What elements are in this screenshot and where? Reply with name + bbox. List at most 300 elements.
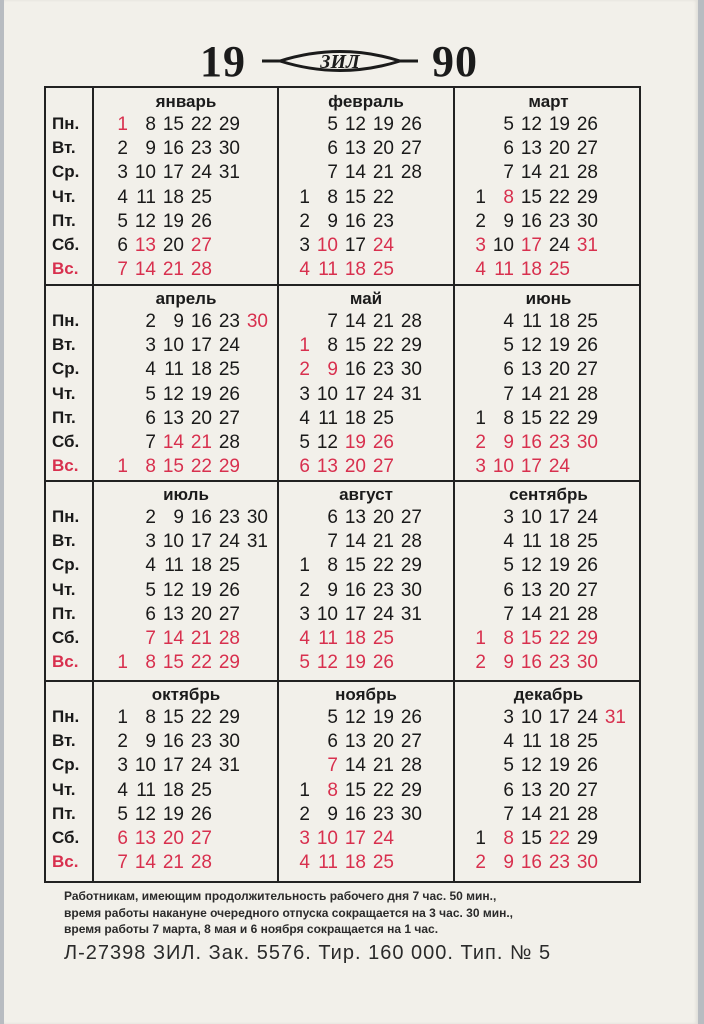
year-right: 90 bbox=[432, 37, 478, 86]
calendar-day: 4 bbox=[503, 531, 514, 553]
calendar-day: 17 bbox=[520, 235, 542, 256]
calendar-day: 15 bbox=[162, 114, 184, 135]
month-block bbox=[94, 285, 278, 481]
calendar-day: 13 bbox=[520, 579, 542, 601]
calendar-day: 28 bbox=[400, 162, 422, 184]
calendar-day: 9 bbox=[327, 210, 338, 232]
calendar-day: 15 bbox=[344, 779, 366, 801]
calendar-day: 22 bbox=[372, 335, 394, 357]
calendar-day: 22 bbox=[548, 186, 570, 208]
calendar-day: 2 bbox=[117, 731, 128, 753]
calendar-day: 3 bbox=[503, 507, 514, 528]
calendar-day: 31 bbox=[246, 531, 268, 553]
calendar-day: 16 bbox=[520, 432, 542, 453]
calendar-day: 19 bbox=[548, 755, 570, 777]
calendar-day: 1 bbox=[475, 186, 486, 208]
calendar-day: 14 bbox=[344, 311, 366, 332]
year-left: 19 bbox=[200, 37, 246, 86]
calendar-day: 17 bbox=[520, 456, 542, 478]
calendar-day: 25 bbox=[576, 731, 598, 753]
calendar-day: 11 bbox=[164, 359, 184, 381]
calendar-day: 13 bbox=[316, 456, 338, 478]
calendar-day: 31 bbox=[604, 707, 626, 728]
zil-logo-icon bbox=[262, 44, 418, 78]
calendar-day: 26 bbox=[372, 432, 394, 453]
calendar-day: 5 bbox=[327, 707, 338, 728]
calendar-day: 18 bbox=[190, 555, 212, 577]
note-line: Работникам, имеющим продолжительность рабочего дня 7 час. 50 мин., bbox=[64, 889, 497, 903]
calendar-day: 21 bbox=[162, 259, 184, 281]
calendar-day: 2 bbox=[475, 852, 486, 874]
calendar-day: 3 bbox=[145, 531, 156, 553]
calendar-day: 11 bbox=[136, 186, 156, 208]
weekday-label: Чт. bbox=[52, 186, 76, 206]
calendar-day: 26 bbox=[190, 210, 212, 232]
svg-text:ЗИЛ: ЗИЛ bbox=[320, 51, 360, 73]
calendar-day: 9 bbox=[145, 731, 156, 753]
calendar-day: 10 bbox=[134, 755, 156, 777]
calendar-day: 3 bbox=[503, 707, 514, 728]
calendar-day: 9 bbox=[327, 803, 338, 825]
calendar-day: 20 bbox=[162, 828, 184, 849]
weekday-label: Пн. bbox=[52, 507, 80, 526]
weekday-label: Ср. bbox=[52, 555, 80, 575]
month-block bbox=[94, 481, 278, 681]
weekday-label: Вс. bbox=[52, 852, 79, 872]
calendar-day: 23 bbox=[218, 507, 240, 528]
calendar-day: 1 bbox=[299, 555, 310, 577]
calendar-day: 7 bbox=[117, 852, 128, 874]
calendar-day: 4 bbox=[299, 852, 310, 874]
calendar-day: 21 bbox=[372, 311, 394, 332]
calendar-day: 7 bbox=[145, 628, 156, 649]
calendar-day: 5 bbox=[117, 210, 128, 232]
calendar-day: 29 bbox=[218, 114, 240, 135]
calendar-day: 26 bbox=[576, 335, 598, 357]
calendar-day: 6 bbox=[145, 603, 156, 625]
month-block bbox=[94, 88, 278, 285]
calendar-day: 15 bbox=[344, 186, 366, 208]
calendar-day: 10 bbox=[162, 531, 184, 553]
calendar-day: 15 bbox=[162, 707, 184, 728]
calendar-day: 20 bbox=[548, 359, 570, 381]
calendar-day: 10 bbox=[316, 383, 338, 405]
month-block bbox=[454, 285, 643, 481]
calendar-day: 15 bbox=[520, 186, 542, 208]
calendar-day: 22 bbox=[372, 186, 394, 208]
calendar-day: 19 bbox=[344, 652, 366, 674]
calendar-day: 6 bbox=[503, 138, 514, 160]
calendar-day: 25 bbox=[372, 407, 394, 429]
calendar-day: 28 bbox=[218, 432, 240, 453]
calendar-day: 20 bbox=[548, 779, 570, 801]
calendar-day: 25 bbox=[218, 359, 240, 381]
calendar-day: 3 bbox=[117, 755, 128, 777]
calendar-day: 30 bbox=[246, 311, 268, 332]
imprint: Л-27398 ЗИЛ. Зак. 5576. Тир. 160 000. Тип. № 5 bbox=[64, 942, 552, 964]
calendar-day: 13 bbox=[134, 235, 156, 256]
calendar-day: 6 bbox=[299, 456, 310, 478]
calendar-day: 15 bbox=[162, 456, 184, 478]
calendar-day: 16 bbox=[344, 579, 366, 601]
month-name: май bbox=[349, 289, 383, 308]
calendar-day: 16 bbox=[344, 803, 366, 825]
calendar-grid bbox=[44, 86, 641, 883]
calendar-day: 25 bbox=[190, 779, 212, 801]
calendar-day: 9 bbox=[173, 311, 184, 332]
calendar-day: 16 bbox=[344, 210, 366, 232]
calendar-day: 26 bbox=[576, 755, 598, 777]
calendar-day: 18 bbox=[520, 259, 542, 281]
calendar-day: 15 bbox=[520, 628, 542, 649]
calendar-day: 13 bbox=[344, 507, 366, 528]
calendar-day: 21 bbox=[548, 162, 570, 184]
calendar-day: 16 bbox=[162, 138, 184, 160]
calendar-day: 30 bbox=[576, 652, 598, 674]
calendar-day: 22 bbox=[548, 407, 570, 429]
calendar-day: 10 bbox=[162, 335, 184, 357]
calendar-day: 31 bbox=[400, 383, 422, 405]
calendar-day: 15 bbox=[520, 407, 542, 429]
calendar-day: 1 bbox=[475, 828, 486, 849]
calendar-day: 4 bbox=[503, 731, 514, 753]
calendar-day: 19 bbox=[548, 555, 570, 577]
month-block bbox=[278, 681, 454, 885]
calendar-day: 17 bbox=[344, 828, 366, 849]
calendar-day: 6 bbox=[327, 138, 338, 160]
calendar-day: 30 bbox=[400, 579, 422, 601]
calendar-day: 3 bbox=[299, 828, 310, 849]
calendar-day: 7 bbox=[117, 259, 128, 281]
weekday-label: Чт. bbox=[52, 579, 76, 599]
calendar-day: 1 bbox=[299, 186, 310, 208]
calendar-day: 24 bbox=[548, 456, 570, 478]
calendar-day: 28 bbox=[190, 259, 212, 281]
calendar-day: 5 bbox=[503, 114, 514, 135]
calendar-day: 9 bbox=[503, 852, 514, 874]
month-name: декабрь bbox=[513, 685, 584, 704]
calendar-day: 18 bbox=[344, 628, 366, 649]
calendar-day: 19 bbox=[548, 114, 570, 135]
calendar-day: 19 bbox=[162, 210, 184, 232]
calendar-day: 11 bbox=[318, 628, 338, 649]
month-name: сентябрь bbox=[509, 485, 588, 504]
calendar-day: 2 bbox=[475, 652, 486, 674]
notes bbox=[64, 888, 664, 938]
calendar-day: 18 bbox=[162, 779, 184, 801]
weekday-label: Вс. bbox=[52, 652, 79, 672]
calendar-day: 14 bbox=[134, 259, 156, 281]
calendar-day: 23 bbox=[372, 359, 394, 381]
month-block bbox=[278, 88, 454, 285]
month-block bbox=[278, 285, 454, 481]
calendar-day: 17 bbox=[190, 531, 212, 553]
calendar-day: 1 bbox=[299, 779, 310, 801]
calendar-day: 27 bbox=[218, 603, 240, 625]
month-name: февраль bbox=[328, 92, 404, 111]
calendar-day: 8 bbox=[145, 114, 156, 135]
calendar-day: 12 bbox=[520, 555, 542, 577]
calendar-day: 26 bbox=[372, 652, 394, 674]
calendar-day: 24 bbox=[372, 603, 394, 625]
calendar-day: 17 bbox=[344, 235, 366, 256]
calendar-day: 13 bbox=[134, 828, 156, 849]
calendar-day: 24 bbox=[576, 507, 598, 528]
weekday-label: Чт. bbox=[52, 383, 76, 403]
calendar-day: 2 bbox=[299, 579, 310, 601]
calendar-day: 2 bbox=[475, 432, 486, 453]
weekday-label: Ср. bbox=[52, 359, 80, 379]
calendar-day: 5 bbox=[327, 114, 338, 135]
calendar-day: 26 bbox=[218, 579, 240, 601]
calendar-day: 14 bbox=[520, 603, 542, 625]
weekday-label: Сб. bbox=[52, 432, 80, 451]
weekday-label: Пн. bbox=[52, 707, 80, 726]
calendar-day: 27 bbox=[372, 456, 394, 478]
calendar-day: 1 bbox=[475, 407, 486, 429]
calendar-day: 16 bbox=[190, 311, 212, 332]
calendar-day: 2 bbox=[299, 359, 310, 381]
calendar-day: 12 bbox=[344, 114, 366, 135]
calendar-day: 22 bbox=[190, 456, 212, 478]
month-name: июль bbox=[163, 485, 209, 504]
calendar-day: 24 bbox=[548, 235, 570, 256]
month-block bbox=[454, 681, 643, 885]
month-name: ноябрь bbox=[335, 685, 397, 704]
calendar-day: 11 bbox=[522, 731, 542, 753]
weekday-label: Пт. bbox=[52, 603, 76, 623]
weekday-label: Ср. bbox=[52, 162, 80, 182]
calendar-day: 25 bbox=[372, 628, 394, 649]
calendar-day: 5 bbox=[299, 652, 310, 674]
calendar-day: 9 bbox=[327, 359, 338, 381]
calendar-day: 23 bbox=[548, 852, 570, 874]
calendar-day: 18 bbox=[344, 259, 366, 281]
calendar-day: 14 bbox=[344, 755, 366, 777]
calendar-day: 27 bbox=[576, 359, 598, 381]
calendar-day: 29 bbox=[218, 456, 240, 478]
calendar-day: 6 bbox=[145, 407, 156, 429]
calendar-day: 23 bbox=[190, 731, 212, 753]
calendar-day: 20 bbox=[190, 407, 212, 429]
calendar-day: 13 bbox=[162, 407, 184, 429]
calendar-day: 12 bbox=[134, 210, 156, 232]
calendar-day: 31 bbox=[400, 603, 422, 625]
calendar-day: 9 bbox=[503, 210, 514, 232]
calendar-day: 3 bbox=[299, 383, 310, 405]
weekday-label: Вт. bbox=[52, 138, 76, 158]
calendar-day: 12 bbox=[520, 755, 542, 777]
calendar-day: 17 bbox=[548, 707, 570, 728]
calendar-day: 6 bbox=[117, 828, 128, 849]
note-line: время работы 7 марта, 8 мая и 6 ноября сокращается на 1 час. bbox=[64, 922, 439, 936]
calendar-day: 9 bbox=[503, 652, 514, 674]
calendar-day: 19 bbox=[372, 114, 394, 135]
calendar-day: 5 bbox=[117, 803, 128, 825]
calendar-day: 29 bbox=[576, 186, 598, 208]
calendar-day: 3 bbox=[299, 235, 310, 256]
calendar-day: 26 bbox=[190, 803, 212, 825]
calendar-day: 11 bbox=[318, 407, 338, 429]
calendar-day: 14 bbox=[520, 383, 542, 405]
weekday-label: Ср. bbox=[52, 755, 80, 775]
calendar-day: 23 bbox=[190, 138, 212, 160]
calendar-day: 9 bbox=[145, 138, 156, 160]
calendar-day: 11 bbox=[494, 259, 514, 281]
calendar-day: 4 bbox=[299, 407, 310, 429]
calendar-day: 8 bbox=[503, 186, 514, 208]
calendar-day: 8 bbox=[503, 407, 514, 429]
calendar-day: 13 bbox=[344, 138, 366, 160]
year-title bbox=[194, 36, 494, 86]
calendar-day: 25 bbox=[576, 531, 598, 553]
calendar-day: 18 bbox=[344, 407, 366, 429]
calendar-day: 18 bbox=[190, 359, 212, 381]
calendar-day: 22 bbox=[372, 779, 394, 801]
calendar-day: 29 bbox=[400, 779, 422, 801]
calendar-day: 27 bbox=[400, 138, 422, 160]
calendar-day: 29 bbox=[400, 555, 422, 577]
weekday-label: Вт. bbox=[52, 335, 76, 355]
calendar-day: 12 bbox=[162, 579, 184, 601]
calendar-day: 18 bbox=[548, 531, 570, 553]
calendar-day: 23 bbox=[548, 652, 570, 674]
calendar-day: 24 bbox=[218, 531, 240, 553]
calendar-day: 1 bbox=[117, 114, 128, 135]
calendar-day: 7 bbox=[503, 603, 514, 625]
calendar-day: 9 bbox=[173, 507, 184, 528]
calendar-day: 16 bbox=[344, 359, 366, 381]
weekday-label: Чт. bbox=[52, 779, 76, 799]
calendar-day: 14 bbox=[520, 803, 542, 825]
calendar-day: 6 bbox=[503, 359, 514, 381]
calendar-day: 23 bbox=[372, 579, 394, 601]
calendar-day: 4 bbox=[145, 359, 156, 381]
calendar-day: 19 bbox=[190, 383, 212, 405]
calendar-day: 23 bbox=[548, 432, 570, 453]
calendar-day: 27 bbox=[400, 731, 422, 753]
note-line: время работы накануне очередного отпуска сокращается на 3 час. 30 мин., bbox=[64, 905, 514, 920]
calendar-day: 29 bbox=[576, 828, 598, 849]
calendar-day: 9 bbox=[327, 579, 338, 601]
calendar-day: 17 bbox=[162, 755, 184, 777]
calendar-day: 26 bbox=[218, 383, 240, 405]
calendar-day: 12 bbox=[344, 707, 366, 728]
month-block bbox=[454, 88, 643, 285]
calendar-day: 8 bbox=[503, 828, 514, 849]
calendar-day: 8 bbox=[145, 652, 156, 674]
calendar-day: 11 bbox=[522, 311, 542, 332]
weekday-label: Пт. bbox=[52, 407, 76, 427]
calendar-day: 22 bbox=[548, 628, 570, 649]
calendar-day: 29 bbox=[400, 335, 422, 357]
calendar-day: 30 bbox=[246, 507, 268, 528]
calendar-day: 17 bbox=[190, 335, 212, 357]
calendar-day: 14 bbox=[344, 531, 366, 553]
calendar-day: 15 bbox=[344, 335, 366, 357]
calendar-day: 19 bbox=[548, 335, 570, 357]
calendar-day: 4 bbox=[475, 259, 486, 281]
calendar-day: 5 bbox=[145, 383, 156, 405]
calendar-day: 11 bbox=[318, 259, 338, 281]
calendar-day: 11 bbox=[136, 779, 156, 801]
calendar-day: 12 bbox=[316, 652, 338, 674]
calendar-day: 8 bbox=[145, 456, 156, 478]
calendar-day: 5 bbox=[503, 555, 514, 577]
calendar-day: 25 bbox=[548, 259, 570, 281]
calendar-day: 24 bbox=[372, 235, 394, 256]
weekday-label: Сб. bbox=[52, 628, 80, 647]
calendar-day: 6 bbox=[117, 235, 128, 256]
calendar-day: 10 bbox=[492, 456, 514, 478]
month-block bbox=[278, 481, 454, 681]
calendar-day: 25 bbox=[372, 259, 394, 281]
calendar-day: 6 bbox=[503, 779, 514, 801]
month-name: январь bbox=[155, 92, 217, 111]
calendar-day: 28 bbox=[400, 755, 422, 777]
calendar-day: 7 bbox=[503, 383, 514, 405]
calendar-day: 5 bbox=[503, 335, 514, 357]
calendar-day: 18 bbox=[344, 852, 366, 874]
calendar-day: 20 bbox=[344, 456, 366, 478]
calendar-day: 31 bbox=[218, 162, 240, 184]
calendar-day: 10 bbox=[520, 507, 542, 528]
calendar-day: 20 bbox=[548, 579, 570, 601]
calendar-day: 23 bbox=[548, 210, 570, 232]
calendar-day: 17 bbox=[162, 162, 184, 184]
weekday-label: Сб. bbox=[52, 235, 80, 254]
calendar-day: 28 bbox=[576, 803, 598, 825]
calendar-day: 24 bbox=[372, 383, 394, 405]
calendar-day: 10 bbox=[520, 707, 542, 728]
calendar-day: 8 bbox=[327, 779, 338, 801]
month-block bbox=[454, 481, 643, 681]
calendar-day: 31 bbox=[218, 755, 240, 777]
calendar-day: 18 bbox=[548, 311, 570, 332]
calendar-day: 5 bbox=[145, 579, 156, 601]
calendar-day: 25 bbox=[576, 311, 598, 332]
calendar-day: 2 bbox=[145, 507, 156, 528]
calendar-day: 28 bbox=[576, 383, 598, 405]
calendar-day: 21 bbox=[548, 603, 570, 625]
calendar-day: 25 bbox=[190, 186, 212, 208]
calendar-day: 31 bbox=[576, 235, 598, 256]
calendar-day: 10 bbox=[316, 603, 338, 625]
calendar-day: 23 bbox=[218, 311, 240, 332]
weekday-label: Пн. bbox=[52, 311, 80, 330]
calendar-day: 20 bbox=[372, 731, 394, 753]
calendar-day: 6 bbox=[327, 507, 338, 528]
calendar-day: 18 bbox=[548, 731, 570, 753]
calendar-day: 21 bbox=[190, 432, 212, 453]
calendar-day: 21 bbox=[372, 162, 394, 184]
calendar-day: 19 bbox=[344, 432, 366, 453]
calendar-day: 15 bbox=[344, 555, 366, 577]
calendar-day: 7 bbox=[327, 755, 338, 777]
calendar-card bbox=[4, 0, 698, 1024]
calendar-day: 7 bbox=[145, 432, 156, 453]
calendar-day: 21 bbox=[372, 531, 394, 553]
calendar-day: 16 bbox=[520, 210, 542, 232]
calendar-day: 13 bbox=[520, 138, 542, 160]
calendar-day: 11 bbox=[164, 555, 184, 577]
month-name: март bbox=[528, 92, 569, 111]
calendar-day: 10 bbox=[134, 162, 156, 184]
calendar-day: 25 bbox=[372, 852, 394, 874]
calendar-day: 15 bbox=[162, 652, 184, 674]
calendar-day: 7 bbox=[327, 162, 338, 184]
calendar-day: 4 bbox=[117, 779, 128, 801]
